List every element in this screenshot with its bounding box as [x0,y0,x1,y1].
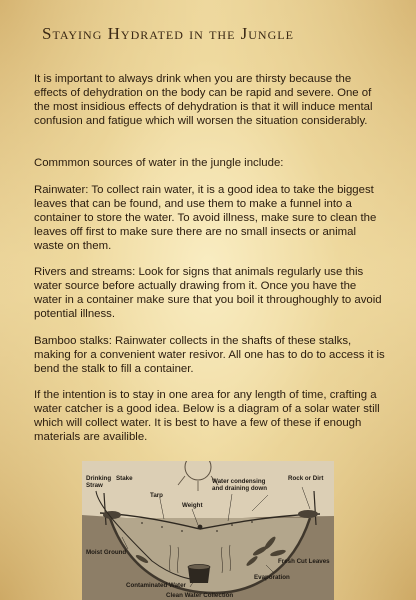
label-clean-water-collection: Clean Water Collection [166,592,234,599]
label-moist-ground: Moist Ground [86,549,127,556]
label-rock-or-dirt: Rock or Dirt [288,475,324,482]
label-condensing: Water condensing [212,478,266,485]
solar-still-illustration [82,461,334,600]
label-fresh-cut-leaves: Fresh Cut Leaves [278,558,330,565]
label-stake: Stake [116,475,133,482]
label-drinking-straw: Drinking [86,475,112,482]
paragraph-water-catcher: If the intention is to stay in one area for any length of time, crafting a water catcher is a good idea. Below is a diagram of a solar water still which will collect water. It is best to have a few of these if enough materials are availible. [34,389,380,443]
label-evaporation: Evaporation [254,574,290,581]
label-drinking-straw-line2: Straw [86,482,103,489]
paragraph-rivers: Rivers and streams: Look for signs that animals regularly use this water source before actually drawing from it. Once you have the water in a container make sure that you boil it throughoughly to avoid potential illness. [34,266,382,320]
paragraph-bamboo: Bamboo stalks: Rainwater collects in the shafts of these stalks, making for a convenient water resivor. All one has to do to access it is bend the stalk to fill a container. [34,334,385,375]
collection-container-icon [188,565,210,584]
label-condensing-line2: and draining down [212,485,267,492]
label-weight: Weight [182,502,203,509]
article-body [34,72,386,457]
label-contaminated-water: Contaminated Water [126,582,186,589]
paragraph-rainwater: Rainwater: To collect rain water, it is a good idea to take the biggest leaves that can be found, and use them to make a funnel into a container to store the water. To avoid illness, make sure to clean the leaves off first to make sure there are no small insects or animal waste on them. [34,183,377,252]
paragraph-sources-heading: Commmon sources of water in the jungle include: [34,157,284,169]
paragraph-intro: It is important to always drink when you are thirsty because the effects of dehydration on the body can be rapid and severe. One of the most insidious effects of dehydration is that it will induce mental confusion and fatigue which will worsen the situation considerably. [34,73,373,127]
solar-still-diagram [82,461,334,600]
label-tarp: Tarp [150,492,163,499]
page-title: Staying Hydrated in the Jungle [42,24,294,43]
